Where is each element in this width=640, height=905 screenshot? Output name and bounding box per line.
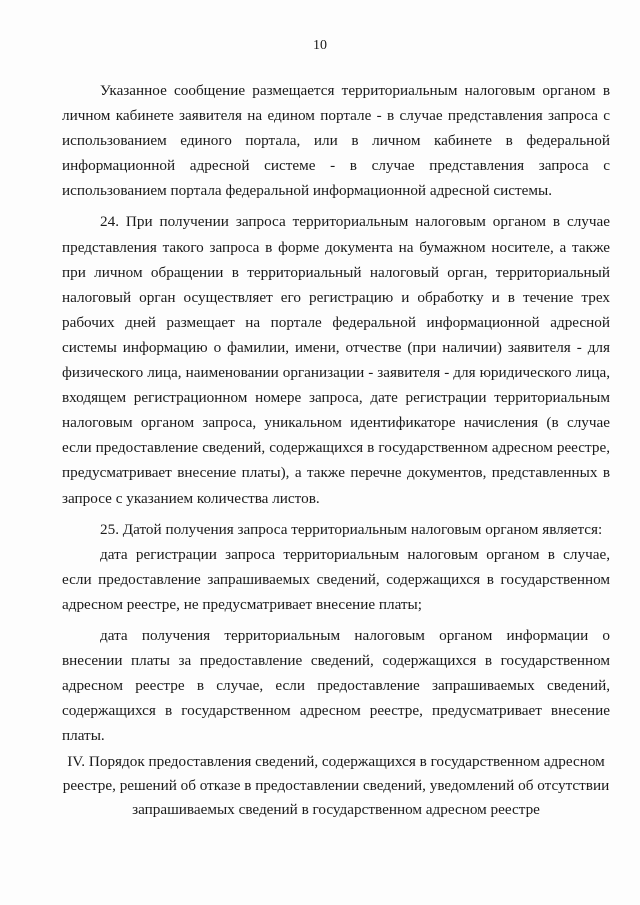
paragraph-25-item-1: дата регистрации запроса территориальным налоговым органом в случае, если предоставление запрашиваемых сведений, содержащихся в государственном адресном реестре, не предусматривает внесение платы; [62,545,610,613]
section-heading-line-3: запрашиваемых сведений в государственном адресном реестре [132,801,540,818]
paragraph-25: 25. Датой получения запроса территориальным налоговым органом является: [100,520,603,538]
document-body [62,78,610,748]
section-heading-line-2: реестре, решений об отказе в предоставлении сведений, уведомлений об отсутствии [62,777,610,794]
page-number: 10 [313,38,327,53]
section-heading-line-1: IV. Порядок предоставления сведений, содержащихся в государственном адресном [67,753,605,770]
paragraph-25-item-2: дата получения территориальным налоговым органом информации о внесении платы за предоставление сведений, содержащихся в государственном адресном реестре в случае, если предоставление запрашиваемых сведений, содержащихся в государственном адресном реестре, предусматривает внесение платы. [62,626,610,745]
paragraph-24: 24. При получении запроса территориальным налоговым органом в случае представления такого запроса в форме документа на бумажном носителе, а также при личном обращении в территориальный налоговый орган, территориальный налоговый орган осуществляет его регистрацию и обработку и в течение трех рабочих дней размещает на портале федеральной информационной адресной системы информацию о фамилии, имени, отчестве (при наличии) заявителя - для физического лица, наименовании организации - заявителя - для юридического лица, входящем регистрационном номере запроса, дате регистрации территориальным налоговым органом запроса, уникальном идентификаторе начисления (в случае если предоставление сведений, содержащихся в государственном адресном реестре, предусматривает внесение платы), а также перечне документов, представленных в запросе с указанием количества листов. [62,213,610,507]
section-heading [62,750,610,822]
paragraph-notice-placement: Указанное сообщение размещается территориальным налоговым органом в личном кабинете заявителя на едином портале - в случае представления запроса с использованием единого портала, или в личном кабинете в федеральной информационной адресной системе - в случае представления запроса с использованием портала федеральной информационной адресной системы. [62,82,610,200]
